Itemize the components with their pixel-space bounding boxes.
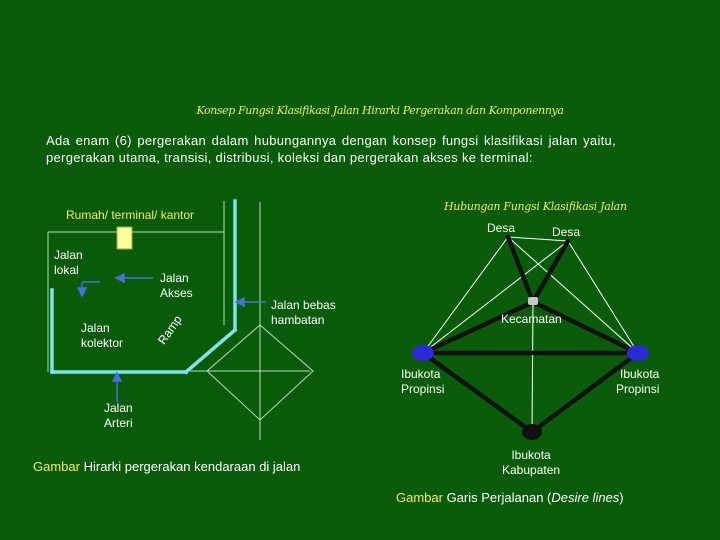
label-rumah: Rumah/ terminal/ kantor (66, 208, 195, 222)
label-jalan-lokal: Jalan lokal (54, 248, 83, 277)
node-ibukota-propinsi-right (627, 345, 649, 361)
label-jalan-akses: Jalan Akses (160, 271, 193, 300)
node-ibukota-kabupaten (522, 424, 542, 440)
label-ramp: Ramp (155, 312, 185, 348)
label-hubungan-fungsi: Hubungan Fungsi Klasifikasi Jalan (444, 200, 627, 213)
node-kecamatan (528, 297, 538, 305)
label-jalan-arteri: Jalan Arteri (104, 401, 133, 430)
node-ibukota-propinsi-left (412, 345, 434, 361)
label-ibukota-kabupaten: Ibukota Kabupaten (502, 448, 561, 477)
caption-left: Gambar Hirarki pergerakan kendaraan di jalan (33, 459, 301, 474)
line-desa-kecamatan (508, 237, 533, 302)
label-jalan-kolektor: Jalan kolektor (81, 321, 124, 350)
label-desa-left: Desa (487, 221, 516, 235)
intro-paragraph: Ada enam (6) pergerakan dalam hubungannya dengan konsep fungsi klasifikasi jalan yaitu, pergerakan utama, transisi, distribusi, koleksi dan pergerakan akses ke terminal: (46, 133, 616, 165)
label-ibukota-propinsi-right: Ibukota Propinsi (616, 367, 660, 396)
label-desa-right: Desa (552, 225, 581, 239)
label-jalan-bebas-hambatan: Jalan bebas hambatan (271, 298, 336, 327)
caption-right: Gambar Garis Perjalanan (Desire lines) (396, 490, 624, 505)
label-ibukota-propinsi-left: Ibukota Propinsi (401, 367, 445, 396)
label-kecamatan: Kecamatan (501, 312, 562, 326)
slide-title: Konsep Fungsi Klasifikasi Jalan Hirarki Pergerakan dan Komponennya (196, 104, 564, 117)
